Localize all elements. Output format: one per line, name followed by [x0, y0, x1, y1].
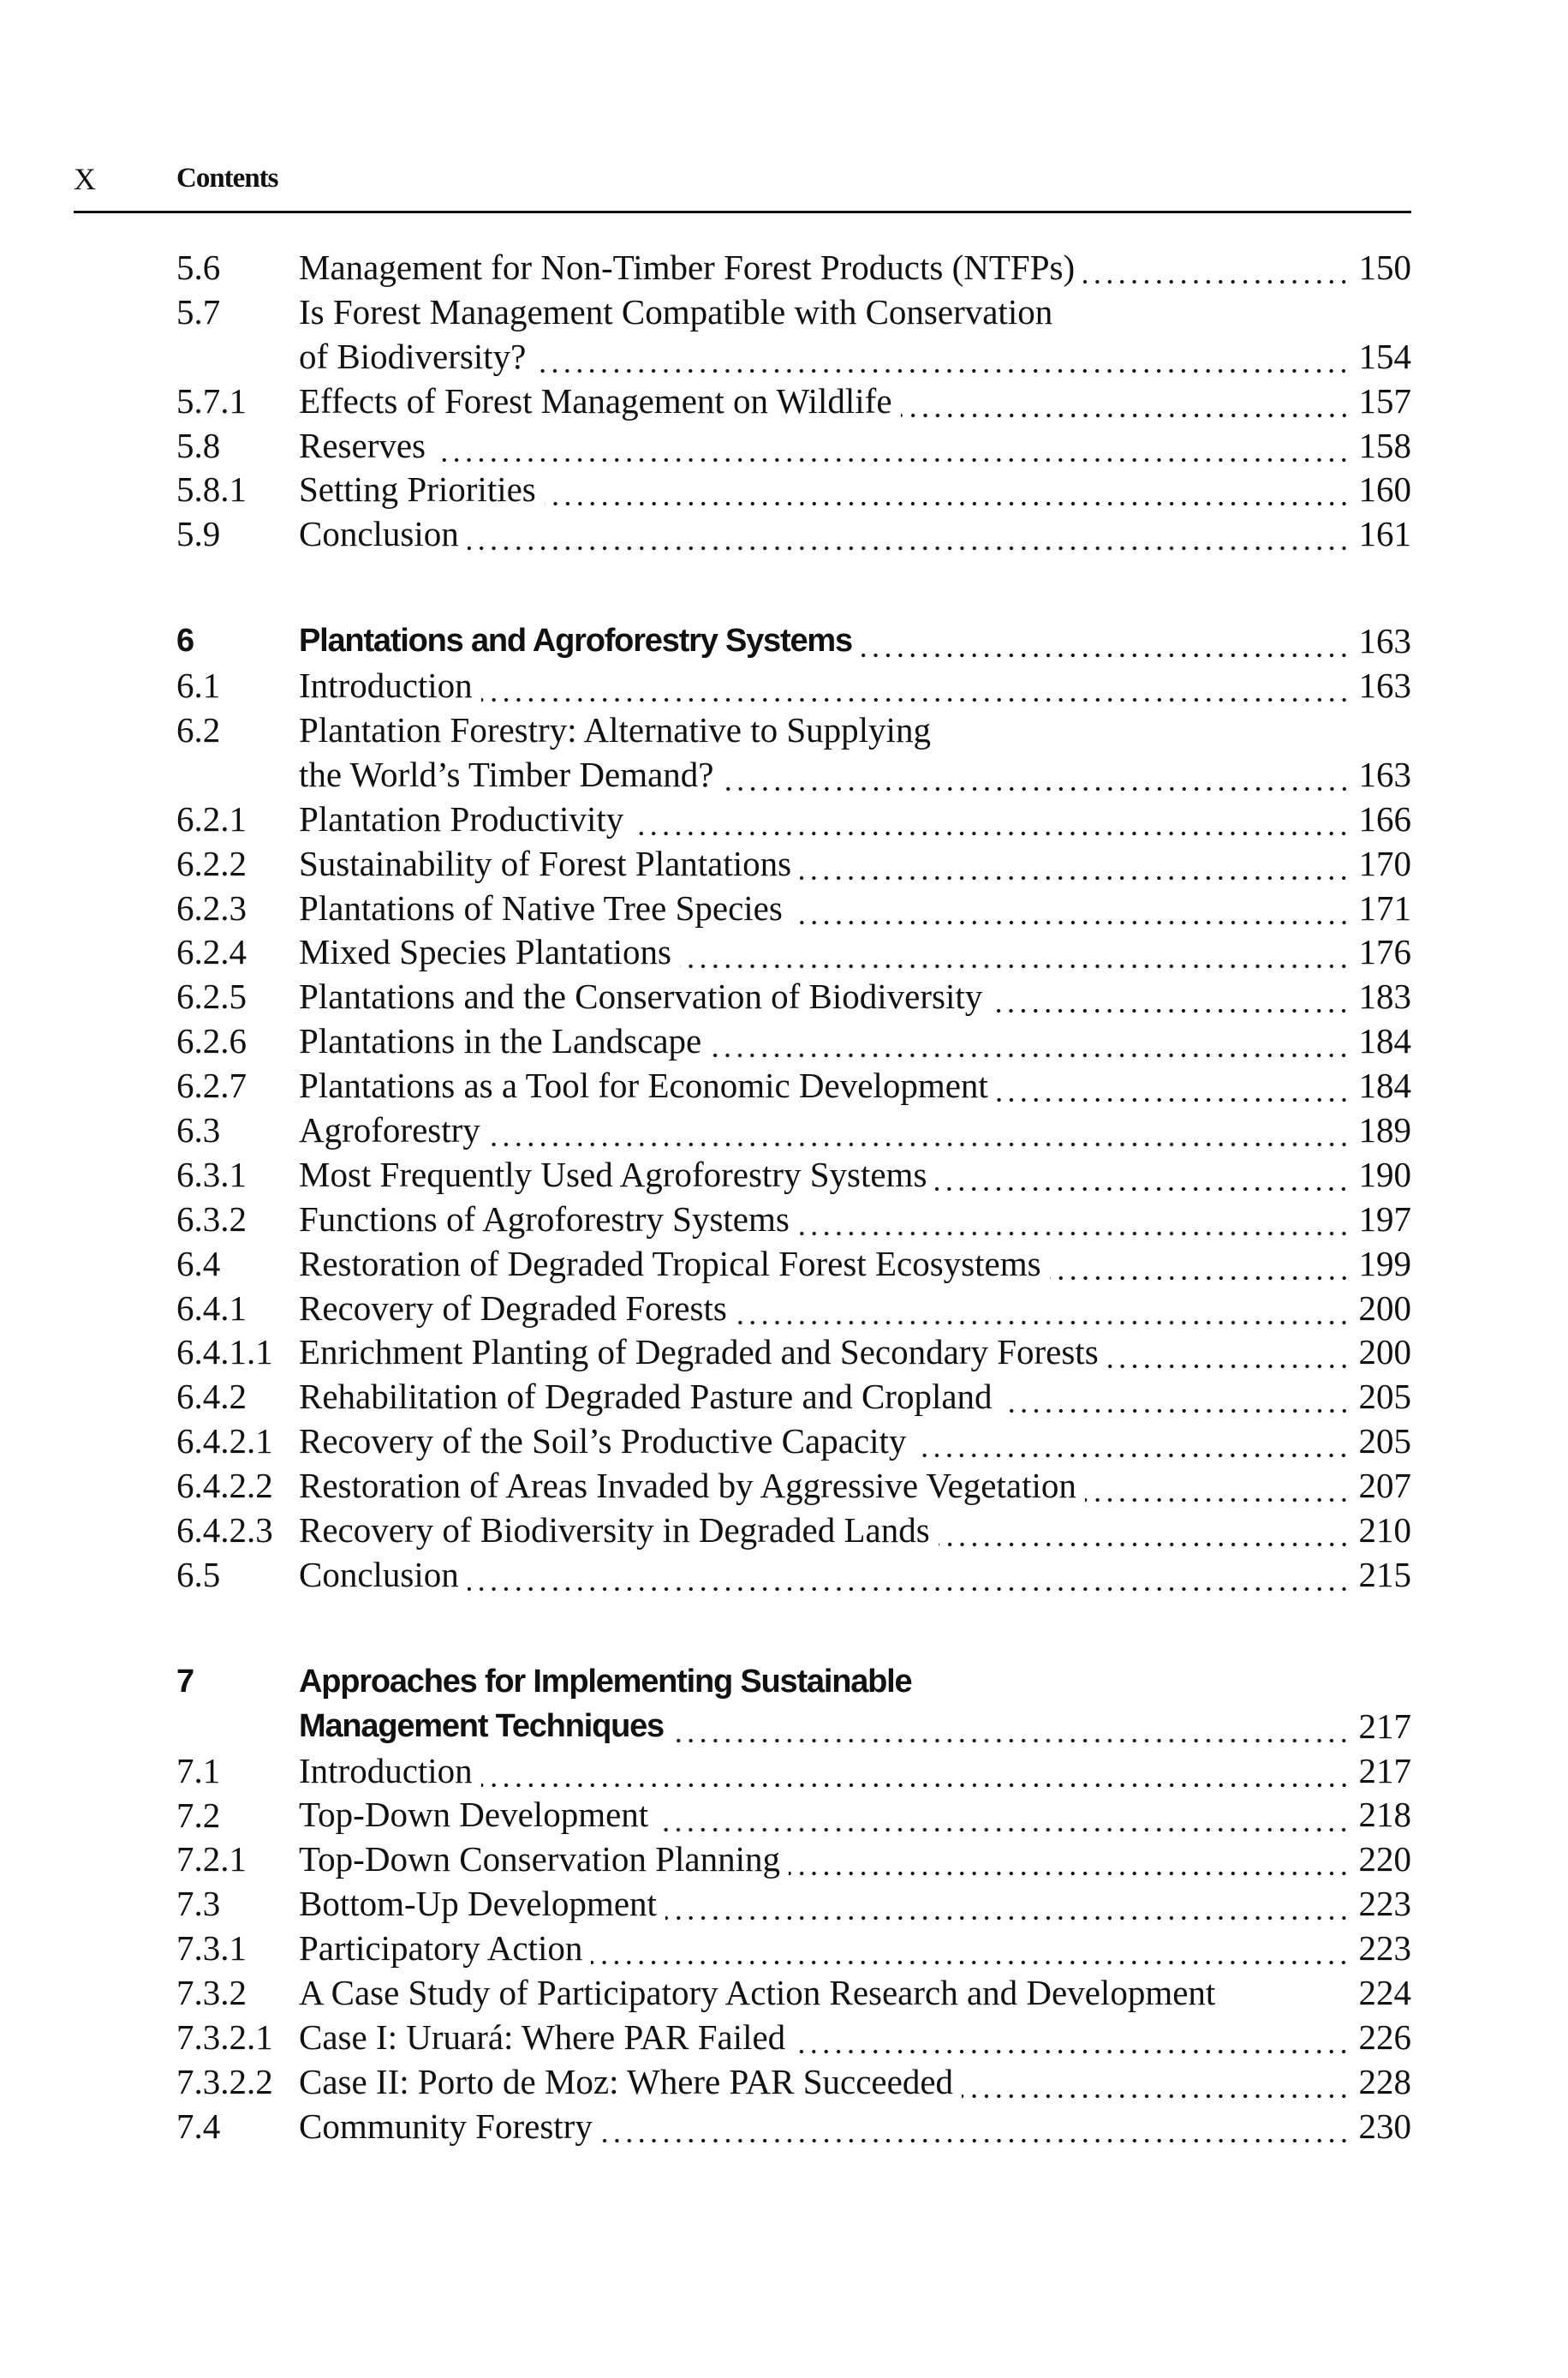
toc-entry [176, 1882, 1411, 1927]
entry-line [176, 1553, 1411, 1598]
entry-title: Plantations and Agroforestry Systems [299, 623, 852, 660]
leader-dots [736, 1287, 1350, 1331]
page-reference: 217 [1358, 1706, 1411, 1746]
toc-entry [176, 379, 1411, 424]
entry-line [176, 1375, 1411, 1419]
section-number: 6.3 [176, 1110, 221, 1150]
page-reference: 205 [1358, 1421, 1411, 1461]
leader-dots [1107, 1330, 1350, 1375]
entry-title: Case II: Porto de Moz: Where PAR Succeeded [299, 2061, 954, 2101]
toc-entry [176, 708, 1411, 798]
leader-dots [901, 379, 1350, 424]
section-number: 5.7 [176, 291, 221, 332]
toc-entry [176, 1375, 1411, 1419]
leader-dots [915, 1419, 1350, 1464]
page-reference: 150 [1358, 247, 1411, 287]
section-number: 6.4.2.2 [176, 1466, 273, 1506]
page-reference: 154 [1358, 336, 1411, 376]
section-number: 6.2.3 [176, 887, 247, 928]
page-reference: 190 [1358, 1154, 1411, 1194]
page-reference: 217 [1358, 1750, 1411, 1790]
page-reference: 171 [1358, 887, 1411, 928]
section-number: 6.2.1 [176, 798, 247, 839]
section-number: 6.4.1 [176, 1288, 247, 1328]
leader-dots [1083, 246, 1350, 290]
page-reference: 163 [1358, 621, 1411, 661]
section-number: 6.2 [176, 710, 221, 750]
leader-dots [632, 798, 1350, 842]
entry-title: A Case Study of Participatory Action Research and Development [299, 1973, 1216, 2013]
entry-line [176, 930, 1411, 975]
entry-title: Approaches for Implementing Sustainable [299, 1663, 912, 1700]
entry-line [176, 1019, 1411, 1064]
leader-dots [800, 842, 1350, 887]
section-number: 5.7.1 [176, 380, 247, 421]
section-number: 6.2.4 [176, 932, 247, 972]
entry-line [176, 2105, 1411, 2149]
entry-title: Recovery of the Soil’s Productive Capacity [299, 1421, 907, 1461]
entry-title: Most Frequently Used Agroforestry Systems [299, 1154, 927, 1194]
entry-line [176, 798, 1411, 842]
section-number: 6.5 [176, 1554, 221, 1594]
running-title: Contents [176, 163, 278, 194]
toc-entry [176, 2016, 1411, 2060]
section-number: 6.4.2.3 [176, 1510, 273, 1550]
table-of-contents [176, 246, 1411, 2149]
leader-dots [710, 1019, 1350, 1064]
page-reference: 224 [1358, 1973, 1411, 2013]
page-reference: 220 [1358, 1839, 1411, 1879]
entry-title: Case I: Uruará: Where PAR Failed [299, 2017, 786, 2057]
toc-entry [176, 1287, 1411, 1331]
entry-line [176, 290, 1411, 335]
entry-title: Agroforestry [299, 1110, 480, 1150]
entry-line [176, 1108, 1411, 1153]
toc-entry [176, 1464, 1411, 1509]
toc-entry [176, 1198, 1411, 1242]
entry-title: Plantations and the Conservation of Biodiversity [299, 977, 983, 1017]
leader-dots [798, 1198, 1350, 1242]
page-reference: 161 [1358, 514, 1411, 554]
page-reference: 163 [1358, 666, 1411, 706]
page-reference: 200 [1358, 1332, 1411, 1372]
toc-entry [176, 2060, 1411, 2105]
entry-line [176, 1464, 1411, 1509]
page-reference: 184 [1358, 1021, 1411, 1061]
entry-title: of Biodiversity? [299, 336, 527, 376]
entry-line [176, 1794, 1411, 1838]
section-number: 7 [176, 1663, 194, 1700]
page-reference: 230 [1358, 2106, 1411, 2146]
section-number: 7.2 [176, 1795, 221, 1835]
toc-entry [176, 290, 1411, 379]
leader-dots [791, 887, 1350, 931]
entry-line [176, 1509, 1411, 1553]
entry-title: Rehabilitation of Degraded Pasture and Cropland [299, 1377, 993, 1417]
entry-title: Conclusion [299, 514, 459, 554]
section-number: 6.4.1.1 [176, 1332, 273, 1372]
leader-dots [935, 1153, 1350, 1198]
toc-entry [176, 1553, 1411, 1598]
section-number: 7.3.2.2 [176, 2061, 273, 2101]
entry-title: Management for Non-Timber Forest Products (NTFPs) [299, 247, 1076, 287]
section-number: 7.3.2.1 [176, 2017, 273, 2057]
page-reference: 183 [1358, 977, 1411, 1017]
page-reference: 189 [1358, 1110, 1411, 1150]
entry-line [176, 1660, 1411, 1705]
entry-title: the World’s Timber Demand? [299, 754, 714, 794]
entry-line [176, 975, 1411, 1019]
section-number: 5.8 [176, 425, 221, 465]
section-number: 5.8.1 [176, 469, 247, 510]
section-number: 7.3 [176, 1884, 221, 1924]
toc-entry [176, 1019, 1411, 1064]
entry-title: Plantations in the Landscape [299, 1021, 702, 1061]
entry-title: Restoration of Degraded Tropical Forest Ecosystems [299, 1243, 1041, 1283]
section-number: 7.2.1 [176, 1839, 247, 1879]
entry-title: Mixed Species Plantations [299, 932, 672, 972]
section-number: 7.3.1 [176, 1928, 247, 1969]
entry-line [176, 468, 1411, 512]
entry-line [176, 887, 1411, 931]
section-gap [176, 1598, 1411, 1660]
running-header [74, 161, 1411, 213]
toc-entry [176, 975, 1411, 1019]
page-reference: 223 [1358, 1928, 1411, 1969]
toc-entry [176, 930, 1411, 975]
entry-title: Is Forest Management Compatible with Conservation [299, 291, 1053, 332]
leader-dots [434, 424, 1350, 469]
section-gap [176, 557, 1411, 619]
section-number: 6.2.2 [176, 843, 247, 883]
page-reference: 163 [1358, 754, 1411, 794]
toc-entry [176, 1971, 1411, 2016]
page-number: X [74, 162, 96, 196]
page-reference: 218 [1358, 1795, 1411, 1835]
entry-title: Participatory Action [299, 1928, 583, 1969]
leader-dots [1085, 1464, 1350, 1509]
leader-dots [794, 2016, 1350, 2060]
section-number: 6.3.1 [176, 1154, 247, 1194]
leader-dots [1050, 1242, 1350, 1287]
toc-entry [176, 842, 1411, 887]
leader-dots [1001, 1375, 1350, 1419]
section-number: 6.2.5 [176, 977, 247, 1017]
entry-line [176, 1971, 1411, 2016]
entry-title: Community Forestry [299, 2106, 593, 2146]
entry-line [176, 1064, 1411, 1108]
entry-title: Effects of Forest Management on Wildlife [299, 380, 892, 421]
chapter-entry [176, 1660, 1411, 1749]
section-number: 6.2.6 [176, 1021, 247, 1061]
entry-line [176, 1419, 1411, 1464]
entry-title: Bottom-Up Development [299, 1884, 657, 1924]
entry-line [176, 664, 1411, 708]
page-reference: 228 [1358, 2061, 1411, 2101]
entry-line [176, 1705, 1411, 1749]
leader-dots [991, 975, 1350, 1019]
chapter-entry [176, 619, 1411, 664]
leader-dots [481, 664, 1350, 708]
toc-entry [176, 1330, 1411, 1375]
entry-title: Conclusion [299, 1554, 459, 1594]
leader-dots [468, 512, 1350, 557]
page-reference: 223 [1358, 1884, 1411, 1924]
entry-line [176, 1153, 1411, 1198]
toc-entry [176, 1749, 1411, 1794]
entry-line [176, 379, 1411, 424]
entry-line [176, 1287, 1411, 1331]
toc-entry [176, 2105, 1411, 2149]
section-number: 7.3.2 [176, 1973, 247, 2013]
toc-entry [176, 246, 1411, 290]
entry-title: Plantation Productivity [299, 798, 624, 839]
toc-entry [176, 424, 1411, 469]
entry-title: Introduction [299, 666, 473, 706]
entry-line [176, 619, 1411, 664]
toc-entry [176, 468, 1411, 512]
toc-entry [176, 1837, 1411, 1882]
entry-title: Top-Down Development [299, 1795, 649, 1835]
page-reference: 158 [1358, 425, 1411, 465]
entry-title: Plantation Forestry: Alternative to Supplying [299, 710, 931, 750]
toc-entry [176, 1064, 1411, 1108]
page-reference: 160 [1358, 469, 1411, 510]
entry-line [176, 246, 1411, 290]
leader-dots [861, 619, 1350, 664]
page-reference: 205 [1358, 1377, 1411, 1417]
page-reference: 184 [1358, 1066, 1411, 1106]
leader-dots [481, 1749, 1350, 1794]
page-reference: 166 [1358, 798, 1411, 839]
page-reference: 199 [1358, 1243, 1411, 1283]
page-reference: 157 [1358, 380, 1411, 421]
leader-dots [962, 2060, 1350, 2105]
section-number: 7.4 [176, 2106, 221, 2146]
entry-line [176, 2016, 1411, 2060]
entry-title: Top-Down Conservation Planning [299, 1839, 780, 1879]
leader-dots [489, 1108, 1350, 1153]
leader-dots [789, 1837, 1350, 1882]
page-reference: 207 [1358, 1466, 1411, 1506]
entry-line [176, 1749, 1411, 1794]
toc-entry [176, 512, 1411, 557]
section-number: 6.4 [176, 1243, 221, 1283]
section-number: 6.3.2 [176, 1198, 247, 1239]
section-number: 6 [176, 623, 194, 660]
entry-line [176, 753, 1411, 798]
entry-title: Recovery of Degraded Forests [299, 1288, 727, 1328]
leader-dots [723, 753, 1350, 798]
page-reference: 226 [1358, 2017, 1411, 2057]
entry-line [176, 512, 1411, 557]
entry-title: Enrichment Planting of Degraded and Secondary Forests [299, 1332, 1099, 1372]
entry-title: Plantations of Native Tree Species [299, 887, 783, 928]
entry-line [176, 1837, 1411, 1882]
leader-dots [545, 468, 1350, 512]
entry-title: Sustainability of Forest Plantations [299, 843, 792, 883]
section-number: 5.9 [176, 514, 221, 554]
toc-entry [176, 798, 1411, 842]
page-reference: 197 [1358, 1198, 1411, 1239]
entry-title: Restoration of Areas Invaded by Aggressive Vegetation [299, 1466, 1076, 1506]
entry-title: Introduction [299, 1750, 473, 1790]
toc-entry [176, 1509, 1411, 1553]
entry-line [176, 424, 1411, 469]
toc-entry [176, 1242, 1411, 1287]
section-number: 5.6 [176, 248, 221, 287]
entry-line [176, 1330, 1411, 1375]
leader-dots [657, 1794, 1350, 1838]
section-number: 7.1 [176, 1750, 221, 1790]
toc-entry [176, 1927, 1411, 1971]
leader-dots [534, 335, 1350, 379]
toc-entry [176, 1108, 1411, 1153]
entry-title: Reserves [299, 425, 426, 465]
section-number: 6.2.7 [176, 1066, 247, 1106]
section-number: 6.4.2 [176, 1377, 247, 1417]
leader-dots [680, 930, 1350, 975]
leader-dots [601, 2105, 1350, 2149]
leader-dots [939, 1509, 1350, 1553]
entry-line [176, 842, 1411, 887]
entry-title: Setting Priorities [299, 469, 536, 510]
page-reference: 215 [1358, 1554, 1411, 1594]
page-reference: 200 [1358, 1288, 1411, 1328]
toc-entry [176, 887, 1411, 931]
toc-entry [176, 1794, 1411, 1838]
page-reference: 176 [1358, 932, 1411, 972]
entry-line [176, 335, 1411, 379]
page-reference: 210 [1358, 1510, 1411, 1550]
entry-line [176, 1198, 1411, 1242]
leader-dots [665, 1882, 1350, 1927]
toc-entry [176, 664, 1411, 708]
leader-dots [468, 1553, 1350, 1598]
entry-line [176, 1927, 1411, 1971]
entry-line [176, 1882, 1411, 1927]
toc-entry [176, 1153, 1411, 1198]
entry-title: Functions of Agroforestry Systems [299, 1198, 790, 1239]
page-reference: 170 [1358, 843, 1411, 883]
toc-entry [176, 1419, 1411, 1464]
leader-dots [672, 1705, 1350, 1749]
entry-line [176, 1242, 1411, 1287]
section-number: 6.1 [176, 666, 221, 706]
entry-title: Recovery of Biodiversity in Degraded Lands [299, 1510, 930, 1550]
leader-dots [997, 1064, 1350, 1108]
entry-title: Management Techniques [299, 1707, 664, 1744]
entry-line [176, 2060, 1411, 2105]
section-number: 6.4.2.1 [176, 1421, 273, 1461]
leader-dots [591, 1927, 1350, 1971]
entry-title: Plantations as a Tool for Economic Development [299, 1066, 988, 1106]
entry-line [176, 708, 1411, 753]
